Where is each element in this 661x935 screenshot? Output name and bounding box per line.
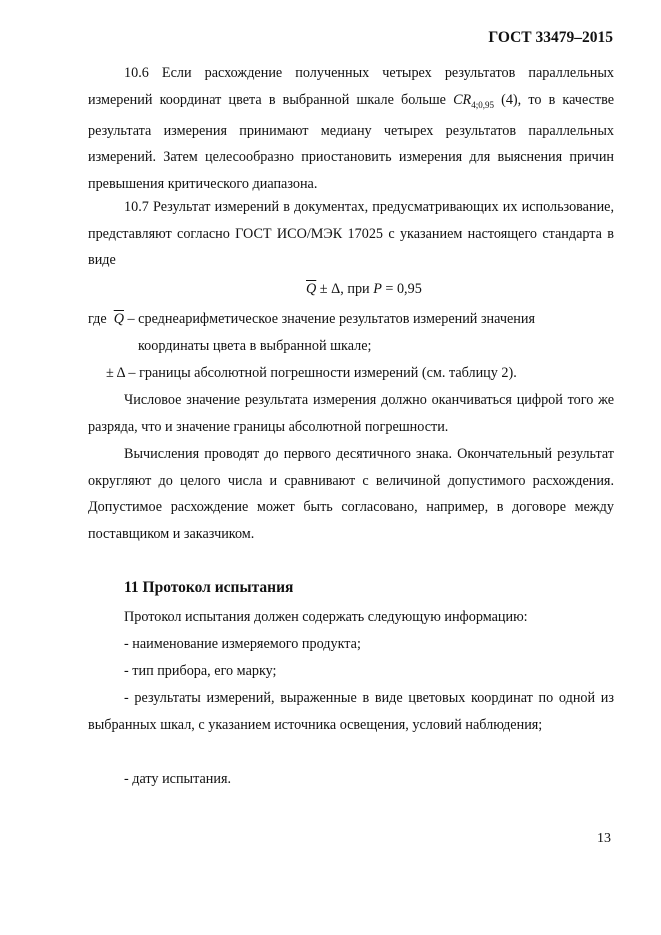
list-item: - результаты измерений, выраженные в виде цветовых координат по одной из выбранных шкал, с указанием источника освещения, условий наблюдения; <box>88 690 614 733</box>
formula-middle: ± Δ, при <box>316 281 374 297</box>
paragraph-10-6-part1: 10.6 Если расхождение полученных четырех результатов параллельных измерений координат цвета в выбранной шкале больше <box>88 65 614 108</box>
list-item: - дату испытания. <box>124 771 232 787</box>
where-line-1 <box>88 306 535 333</box>
formula-q-mean: $\overline{Q}$ <box>306 281 317 297</box>
list-item: - тип прибора, его марку; <box>124 663 277 679</box>
where-line-2: координаты цвета в выбранной шкале; <box>138 338 372 354</box>
list-item: - наименование измеряемого продукта; <box>124 636 361 652</box>
result-formula <box>306 276 422 302</box>
paragraph-10-6 <box>88 60 614 197</box>
paragraph-calculations: Вычисления проводят до первого десятичного знака. Окончательный результат округляют до целого числа и сравнивают с величиной допустимого расхождения. Допустимое расхождение может быть согласовано, например, в договоре между поставщиком и заказчиком. <box>88 446 614 542</box>
cr-subscript: 4;0,95 <box>471 99 494 110</box>
paragraph-numeric-value: Числовое значение результата измерения должно оканчиваться цифрой того же разряда, что и значение границы абсолютной погрешности. <box>88 392 614 435</box>
formula-p-symbol: P <box>373 281 382 297</box>
document-code: ГОСТ 33479–2015 <box>488 29 613 46</box>
where-delta-definition: ± Δ – границы абсолютной погрешности измерений (см. таблицу 2). <box>106 365 517 381</box>
section-11-title: 11 Протокол испытания <box>124 579 294 596</box>
where-q-definition: – среднеарифметическое значение результатов измерений значения <box>123 311 536 327</box>
section-11-intro: Протокол испытания должен содержать следующую информацию: <box>124 609 528 625</box>
where-q-mean: $\overline{Q}$ <box>113 311 124 327</box>
where-prefix: где <box>88 311 107 327</box>
paragraph-10-6-part2: (4), то в качестве результата измерения принимают медиану четырех результатов параллельных измерений. Затем целесообразно приостановить измерения для выяснения причин превышения критического диапазона. <box>88 91 615 192</box>
formula-tail: = 0,95 <box>381 281 422 297</box>
paragraph-10-7: 10.7 Результат измерений в документах, предусматривающих их использование, представляют согласно ГОСТ ИСО/МЭК 17025 с указанием настоящего стандарта в виде <box>88 199 614 268</box>
page-number: 13 <box>597 831 611 846</box>
cr-symbol: CR <box>453 91 472 108</box>
